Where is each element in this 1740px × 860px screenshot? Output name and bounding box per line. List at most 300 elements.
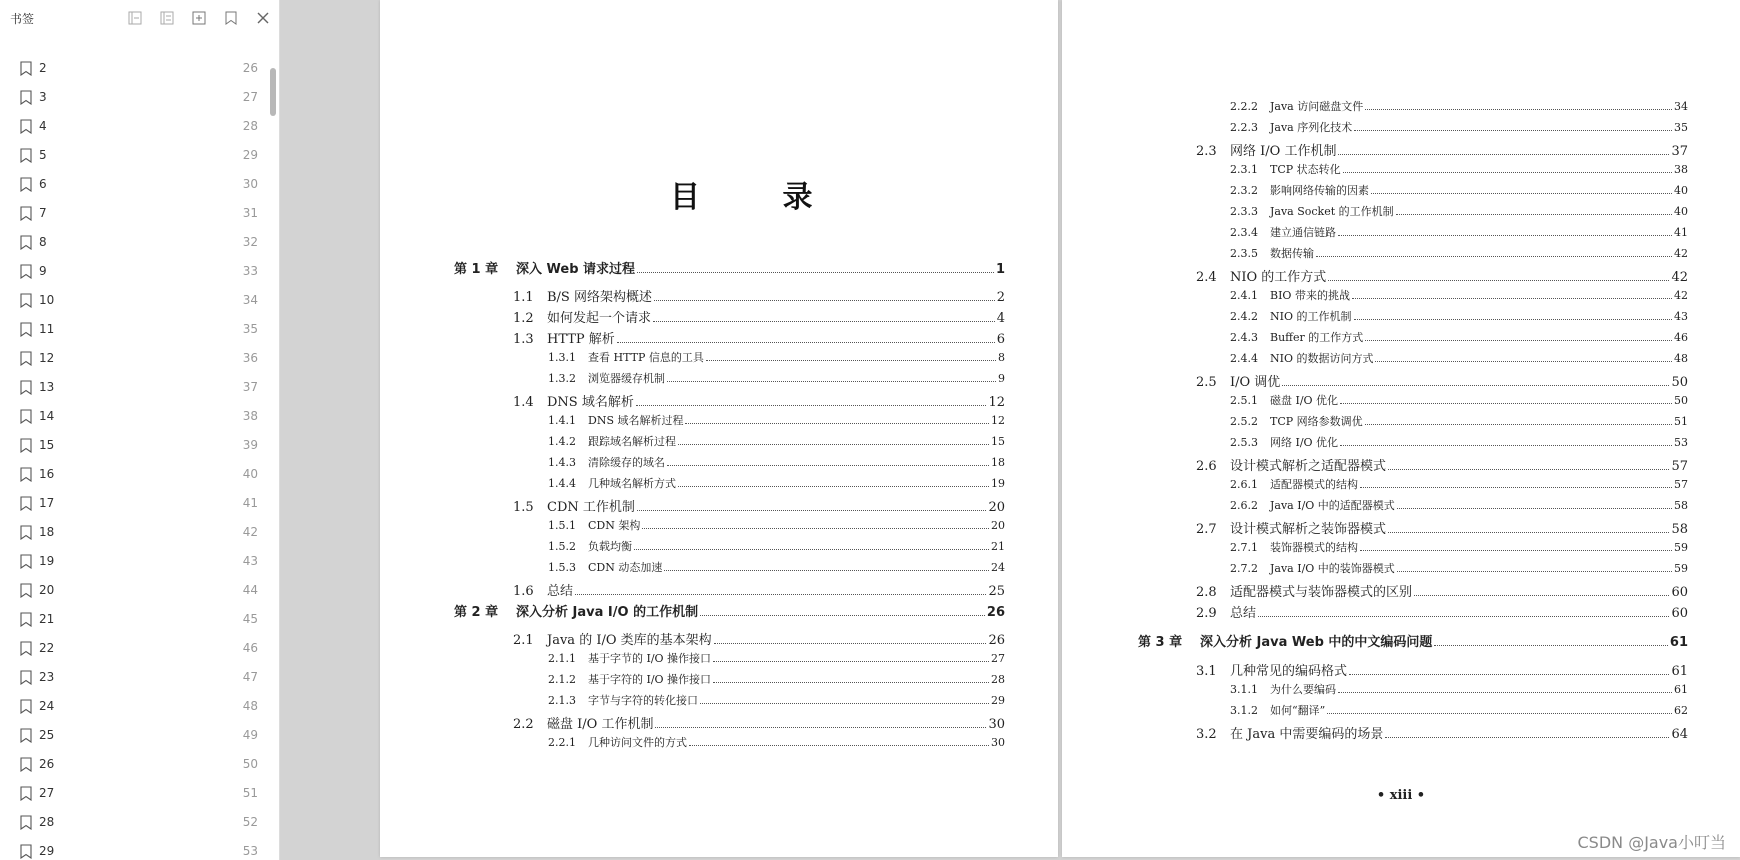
toc-number: 2.5.3 [1230, 436, 1258, 449]
toc-number: 2.3.3 [1230, 205, 1258, 218]
toc-number: 2.7 [1196, 522, 1217, 537]
toc-number: 第 1 章 [454, 262, 499, 277]
toc-subsection[interactable] [1230, 702, 1688, 718]
toc-page: 35 [1674, 121, 1688, 134]
toc-subsection[interactable] [1230, 497, 1688, 513]
toc-subsection[interactable] [548, 734, 1005, 750]
toc-title: 目 录 [670, 180, 849, 215]
toc-title-text: Java I/O 中的适配器模式 [1270, 499, 1395, 512]
toc-number: 1.5.1 [548, 519, 576, 532]
toc-subsection[interactable] [1230, 245, 1688, 261]
bookmark-icon [20, 670, 32, 685]
bookmark-icon [20, 786, 32, 801]
toc-subsection[interactable] [1230, 476, 1688, 492]
bookmark-item[interactable] [0, 83, 268, 112]
bookmark-item[interactable] [0, 721, 268, 750]
toc-leader [1338, 235, 1672, 236]
bookmark-item[interactable] [0, 663, 268, 692]
toc-leader [1365, 109, 1672, 110]
toc-leader [1327, 713, 1672, 714]
toc-leader [1349, 674, 1669, 675]
toc-number: 2.1 [513, 633, 534, 648]
toc-title-text: 基于字节的 I/O 操作接口 [588, 652, 712, 665]
bookmark-item[interactable] [0, 170, 268, 199]
toc-page: 21 [991, 540, 1005, 553]
toc-number: 2.6 [1196, 459, 1217, 474]
toc-title-text: 装饰器模式的结构 [1270, 541, 1358, 554]
toc-subsection[interactable] [548, 349, 1005, 365]
toc-chapter[interactable] [454, 601, 1005, 620]
bookmark-label: 6 [39, 177, 47, 191]
toc-section[interactable] [1196, 266, 1688, 285]
bookmark-item[interactable] [0, 518, 268, 547]
toc-page: 26 [988, 633, 1005, 648]
bookmark-label: 29 [39, 844, 55, 858]
toc-number: 1.3 [513, 332, 534, 347]
bookmark-icon [20, 90, 32, 105]
toc-title-text: Java I/O 中的装饰器模式 [1270, 562, 1395, 575]
bookmark-page: 46 [242, 641, 258, 655]
bookmark-page: 27 [242, 90, 258, 104]
toc-number: 2.2.2 [1230, 100, 1258, 113]
add-bookmark-icon[interactable] [190, 9, 208, 27]
toc-leader [713, 661, 989, 662]
toc-chapter[interactable] [1138, 631, 1688, 650]
bookmark-icon [20, 496, 32, 511]
toc-page: 20 [991, 519, 1005, 532]
toc-section[interactable] [513, 391, 1005, 410]
toc-title-text: 跟踪域名解析过程 [588, 435, 676, 448]
toc-number: 第 2 章 [454, 605, 499, 620]
bookmark-icon [20, 235, 32, 250]
toc-leader [637, 510, 987, 511]
bookmark-label: 26 [39, 757, 55, 771]
toc-title-text: Java Socket 的工作机制 [1270, 205, 1394, 218]
bookmark-page: 36 [242, 351, 258, 365]
toc-title-text: CDN 架构 [588, 519, 641, 532]
bookmark-page: 45 [242, 612, 258, 626]
bookmark-icon [20, 264, 32, 279]
bookmark-label: 15 [39, 438, 55, 452]
toc-page: 40 [1674, 205, 1688, 218]
toc-title-text: 基于字符的 I/O 操作接口 [588, 673, 712, 686]
toc-page: 42 [1674, 289, 1688, 302]
toc-subsection[interactable] [548, 517, 1005, 533]
toc-number: 1.5.3 [548, 561, 576, 574]
toc-subsection[interactable] [1230, 560, 1688, 576]
toc-leader [678, 486, 989, 487]
toc-leader [617, 342, 995, 343]
toc-number: 3.2 [1196, 727, 1217, 742]
bookmark-page: 29 [242, 148, 258, 162]
toc-section[interactable] [513, 496, 1005, 515]
toc-page: 8 [998, 351, 1005, 364]
toc-title-text: Buffer 的工作方式 [1270, 331, 1364, 344]
bookmark-page: 34 [242, 293, 258, 307]
toc-page: 43 [1674, 310, 1688, 323]
toc-subsection[interactable] [1230, 287, 1688, 303]
bookmark-item[interactable] [0, 431, 268, 460]
toc-leader [1375, 361, 1672, 362]
toc-page: 62 [1674, 704, 1688, 717]
toc-section[interactable] [1196, 518, 1688, 537]
toc-subsection[interactable] [1230, 392, 1688, 408]
bookmark-icon [20, 815, 32, 830]
bookmark-item[interactable] [0, 779, 268, 808]
toc-leader [1340, 445, 1672, 446]
bookmark-sidebar [0, 0, 280, 860]
toc-page: 60 [1671, 606, 1688, 621]
bookmark-item[interactable] [0, 605, 268, 634]
toc-subsection[interactable] [1230, 203, 1688, 219]
toc-page: 9 [998, 372, 1005, 385]
toc-number: 2.4 [1196, 270, 1217, 285]
toc-title-text: 总结 [1230, 606, 1257, 621]
toc-subsection[interactable] [1230, 308, 1688, 324]
bookmark-icon [20, 293, 32, 308]
bookmark-page: 39 [242, 438, 258, 452]
bookmark-item[interactable] [0, 54, 268, 83]
toc-number: 1.4.2 [548, 435, 576, 448]
toc-title-text: DNS 域名解析过程 [588, 414, 684, 427]
bookmark-icon [20, 467, 32, 482]
bookmark-label: 22 [39, 641, 55, 655]
bookmark-item[interactable] [0, 344, 268, 373]
toc-page: 30 [991, 736, 1005, 749]
toc-section[interactable] [513, 286, 1005, 305]
bookmark-page: 42 [242, 525, 258, 539]
toc-subsection[interactable] [1230, 98, 1688, 114]
bookmark-page: 41 [242, 496, 258, 510]
toc-leader [1371, 193, 1672, 194]
toc-page: 6 [996, 332, 1005, 347]
bookmark-item[interactable] [0, 837, 268, 860]
toc-title-text: 清除缓存的域名 [588, 456, 665, 469]
toc-page: 42 [1671, 270, 1688, 285]
toc-section[interactable] [513, 307, 1005, 326]
toc-leader [689, 745, 989, 746]
bookmark-item[interactable] [0, 315, 268, 344]
toc-title-text: 适配器模式与装饰器模式的区别 [1230, 585, 1413, 600]
toc-section[interactable] [1196, 660, 1688, 679]
toc-title-text: 磁盘 I/O 优化 [1270, 394, 1339, 407]
bookmark-item[interactable] [0, 112, 268, 141]
toc-title-text: 影响网络传输的因素 [1270, 184, 1369, 197]
toc-page: 61 [1671, 664, 1688, 679]
toc-subsection[interactable] [1230, 182, 1688, 198]
bookmark-item[interactable] [0, 228, 268, 257]
toc-leader [642, 528, 989, 529]
toc-leader [1388, 469, 1669, 470]
bookmark-item[interactable] [0, 402, 268, 431]
toc-number: 2.6.1 [1230, 478, 1258, 491]
toc-page: 48 [1674, 352, 1688, 365]
bookmark-page: 37 [242, 380, 258, 394]
bookmark-icon [20, 177, 32, 192]
bookmark-label: 5 [39, 148, 47, 162]
bookmark-label: 23 [39, 670, 55, 684]
toc-leader [1354, 319, 1673, 320]
bookmark-list [0, 54, 268, 860]
bookmark-label: 11 [39, 322, 55, 336]
toc-subsection[interactable] [548, 370, 1005, 386]
toc-page: 64 [1671, 727, 1688, 742]
toc-title-text: DNS 域名解析 [547, 395, 634, 410]
toc-subsection[interactable] [548, 538, 1005, 554]
toc-page: 60 [1671, 585, 1688, 600]
toc-section[interactable] [1196, 723, 1688, 742]
toc-leader [653, 321, 995, 322]
toc-title-text: 总结 [547, 584, 574, 599]
toc-subsection[interactable] [548, 559, 1005, 575]
bookmark-icon [20, 148, 32, 163]
toc-number: 2.4.2 [1230, 310, 1258, 323]
toc-number: 2.3.4 [1230, 226, 1258, 239]
toc-page: 46 [1674, 331, 1688, 344]
toc-leader [1385, 737, 1669, 738]
bookmark-item[interactable] [0, 750, 268, 779]
toc-section[interactable] [1196, 140, 1688, 159]
toc-page: 20 [988, 500, 1005, 515]
bookmark-page: 33 [242, 264, 258, 278]
bookmark-page: 40 [242, 467, 258, 481]
bookmark-icon [20, 728, 32, 743]
toc-subsection[interactable] [1230, 161, 1688, 177]
toc-title-text: 几种访问文件的方式 [588, 736, 687, 749]
toc-leader [1397, 508, 1672, 509]
bookmark-icon [20, 641, 32, 656]
toc-page: 51 [1674, 415, 1688, 428]
toc-number: 第 3 章 [1138, 635, 1183, 650]
expand-all-icon[interactable] [158, 9, 176, 27]
toc-leader [634, 549, 989, 550]
bookmark-icon [20, 61, 32, 76]
toc-leader [1434, 645, 1667, 646]
bookmark-label: 2 [39, 61, 47, 75]
toc-subsection[interactable] [548, 692, 1005, 708]
toc-section[interactable] [513, 328, 1005, 347]
bookmark-item[interactable] [0, 634, 268, 663]
toc-subsection[interactable] [1230, 224, 1688, 240]
toc-number: 1.4.3 [548, 456, 576, 469]
toc-chapter[interactable] [454, 258, 1005, 277]
toc-title-text: NIO 的工作机制 [1270, 310, 1352, 323]
toc-title-text: TCP 状态转化 [1270, 163, 1341, 176]
bookmark-page: 26 [242, 61, 258, 75]
toc-title-text: 网络 I/O 优化 [1270, 436, 1339, 449]
toc-leader [636, 405, 987, 406]
toc-title-text: 如何“翻译” [1270, 704, 1326, 717]
sidebar-header [0, 0, 280, 36]
bookmark-item[interactable] [0, 808, 268, 837]
bookmark-icon [20, 525, 32, 540]
toc-subsection[interactable] [548, 475, 1005, 491]
bookmark-icon[interactable] [222, 9, 240, 27]
toc-subsection[interactable] [1230, 329, 1688, 345]
toc-leader [713, 682, 989, 683]
toc-page: 12 [991, 414, 1005, 427]
toc-page: 4 [996, 311, 1005, 326]
bookmark-page: 49 [242, 728, 258, 742]
toc-page: 40 [1674, 184, 1688, 197]
toc-leader [1338, 154, 1669, 155]
toc-subsection[interactable] [1230, 413, 1688, 429]
toc-title-text: NIO 的工作方式 [1230, 270, 1327, 285]
bookmark-page: 44 [242, 583, 258, 597]
toc-page: 15 [991, 435, 1005, 448]
bookmark-page: 53 [242, 844, 258, 858]
bookmark-icon [20, 409, 32, 424]
bookmark-label: 16 [39, 467, 55, 481]
toc-number: 2.5.2 [1230, 415, 1258, 428]
toc-page: 38 [1674, 163, 1688, 176]
toc-number: 2.9 [1196, 606, 1217, 621]
bookmark-icon [20, 351, 32, 366]
bookmark-page: 51 [242, 786, 258, 800]
toc-page: 34 [1674, 100, 1688, 113]
toc-number: 2.3 [1196, 144, 1217, 159]
toc-number: 1.4 [513, 395, 534, 410]
toc-page: 25 [988, 584, 1005, 599]
bookmark-page: 30 [242, 177, 258, 191]
bookmark-label: 25 [39, 728, 55, 742]
toc-number: 2.3.1 [1230, 163, 1258, 176]
toc-page: 58 [1674, 499, 1688, 512]
bookmark-label: 20 [39, 583, 55, 597]
bookmark-label: 7 [39, 206, 47, 220]
toc-title-text: HTTP 解析 [547, 332, 615, 347]
bookmark-label: 3 [39, 90, 47, 104]
collapse-all-icon[interactable] [126, 9, 144, 27]
bookmark-item[interactable] [0, 141, 268, 170]
toc-subsection[interactable] [548, 671, 1005, 687]
toc-title-text: 字节与字符的转化接口 [588, 694, 698, 707]
toc-section[interactable] [1196, 455, 1688, 474]
toc-leader [1414, 595, 1669, 596]
toc-title-text: NIO 的数据访问方式 [1270, 352, 1374, 365]
bookmark-label: 27 [39, 786, 55, 800]
toc-subsection[interactable] [1230, 539, 1688, 555]
toc-subsection[interactable] [548, 412, 1005, 428]
bookmark-page: 32 [242, 235, 258, 249]
toc-subsection[interactable] [1230, 119, 1688, 135]
toc-number: 3.1.1 [1230, 683, 1258, 696]
bookmark-item[interactable] [0, 692, 268, 721]
bookmark-page: 38 [242, 409, 258, 423]
toc-leader [1352, 298, 1672, 299]
toc-number: 2.6.2 [1230, 499, 1258, 512]
toc-page: 57 [1671, 459, 1688, 474]
toc-leader [1360, 550, 1672, 551]
bookmark-label: 28 [39, 815, 55, 829]
close-icon[interactable] [254, 9, 272, 27]
bookmark-item[interactable] [0, 257, 268, 286]
toc-subsection[interactable] [1230, 434, 1688, 450]
bookmark-item[interactable] [0, 199, 268, 228]
toc-number: 2.4.4 [1230, 352, 1258, 365]
toc-section[interactable] [1196, 602, 1688, 621]
toc-title-text: 深入 Web 请求过程 [516, 262, 636, 277]
toc-page: 12 [988, 395, 1005, 410]
bookmark-label: 4 [39, 119, 47, 133]
bookmark-label: 14 [39, 409, 55, 423]
bookmark-item[interactable] [0, 286, 268, 315]
bookmark-icon [20, 119, 32, 134]
toc-title-text: 负载均衡 [588, 540, 632, 553]
bookmark-icon [20, 438, 32, 453]
toc-page: 58 [1671, 522, 1688, 537]
bookmark-item[interactable] [0, 460, 268, 489]
toc-section[interactable] [513, 580, 1005, 599]
bookmark-page: 52 [242, 815, 258, 829]
sidebar-scroll-thumb[interactable] [270, 68, 276, 116]
toc-title-text: Java 访问磁盘文件 [1270, 100, 1364, 113]
toc-number: 1.5 [513, 500, 534, 515]
toc-title-text: TCP 网络参数调优 [1270, 415, 1363, 428]
toc-page: 28 [991, 673, 1005, 686]
bookmark-label: 18 [39, 525, 55, 539]
toc-title-text: 磁盘 I/O 工作机制 [547, 717, 654, 732]
pdf-page-right [1062, 0, 1740, 857]
toc-leader [1397, 571, 1672, 572]
sidebar-scrollbar[interactable] [268, 40, 278, 860]
toc-page: 57 [1674, 478, 1688, 491]
bookmark-item[interactable] [0, 547, 268, 576]
page-number: • xiii • [1376, 788, 1426, 803]
toc-subsection[interactable] [548, 650, 1005, 666]
toc-leader [1282, 385, 1669, 386]
toc-number: 2.7.2 [1230, 562, 1258, 575]
bookmark-item[interactable] [0, 489, 268, 518]
toc-title-text: 数据传输 [1270, 247, 1314, 260]
toc-section[interactable] [1196, 371, 1688, 390]
bookmark-icon [20, 380, 32, 395]
toc-leader [1360, 487, 1672, 488]
toc-section[interactable] [513, 629, 1005, 648]
toc-leader [664, 570, 989, 571]
toc-leader [637, 272, 994, 273]
toc-page: 37 [1671, 144, 1688, 159]
toc-number: 1.3.1 [548, 351, 576, 364]
toc-page: 2 [996, 290, 1005, 305]
toc-leader [655, 727, 986, 728]
toc-section[interactable] [513, 713, 1005, 732]
bookmark-item[interactable] [0, 576, 268, 605]
toc-leader [1365, 340, 1672, 341]
pdf-page-left [380, 0, 1058, 857]
toc-number: 2.5 [1196, 375, 1217, 390]
toc-subsection[interactable] [1230, 681, 1688, 697]
toc-subsection[interactable] [548, 433, 1005, 449]
toc-leader [575, 594, 986, 595]
toc-subsection[interactable] [1230, 350, 1688, 366]
bookmark-item[interactable] [0, 373, 268, 402]
toc-number: 1.3.2 [548, 372, 576, 385]
toc-number: 2.3.5 [1230, 247, 1258, 260]
toc-page: 18 [991, 456, 1005, 469]
bookmark-icon [20, 699, 32, 714]
bookmark-label: 24 [39, 699, 55, 713]
bookmark-page: 50 [242, 757, 258, 771]
toc-subsection[interactable] [548, 454, 1005, 470]
bookmark-page: 31 [242, 206, 258, 220]
bookmark-page: 43 [242, 554, 258, 568]
toc-title-text: 在 Java 中需要编码的场景 [1230, 727, 1384, 742]
toc-leader [700, 615, 985, 616]
toc-section[interactable] [1196, 581, 1688, 600]
toc-leader [1343, 172, 1672, 173]
toc-title-text: 建立通信链路 [1270, 226, 1336, 239]
